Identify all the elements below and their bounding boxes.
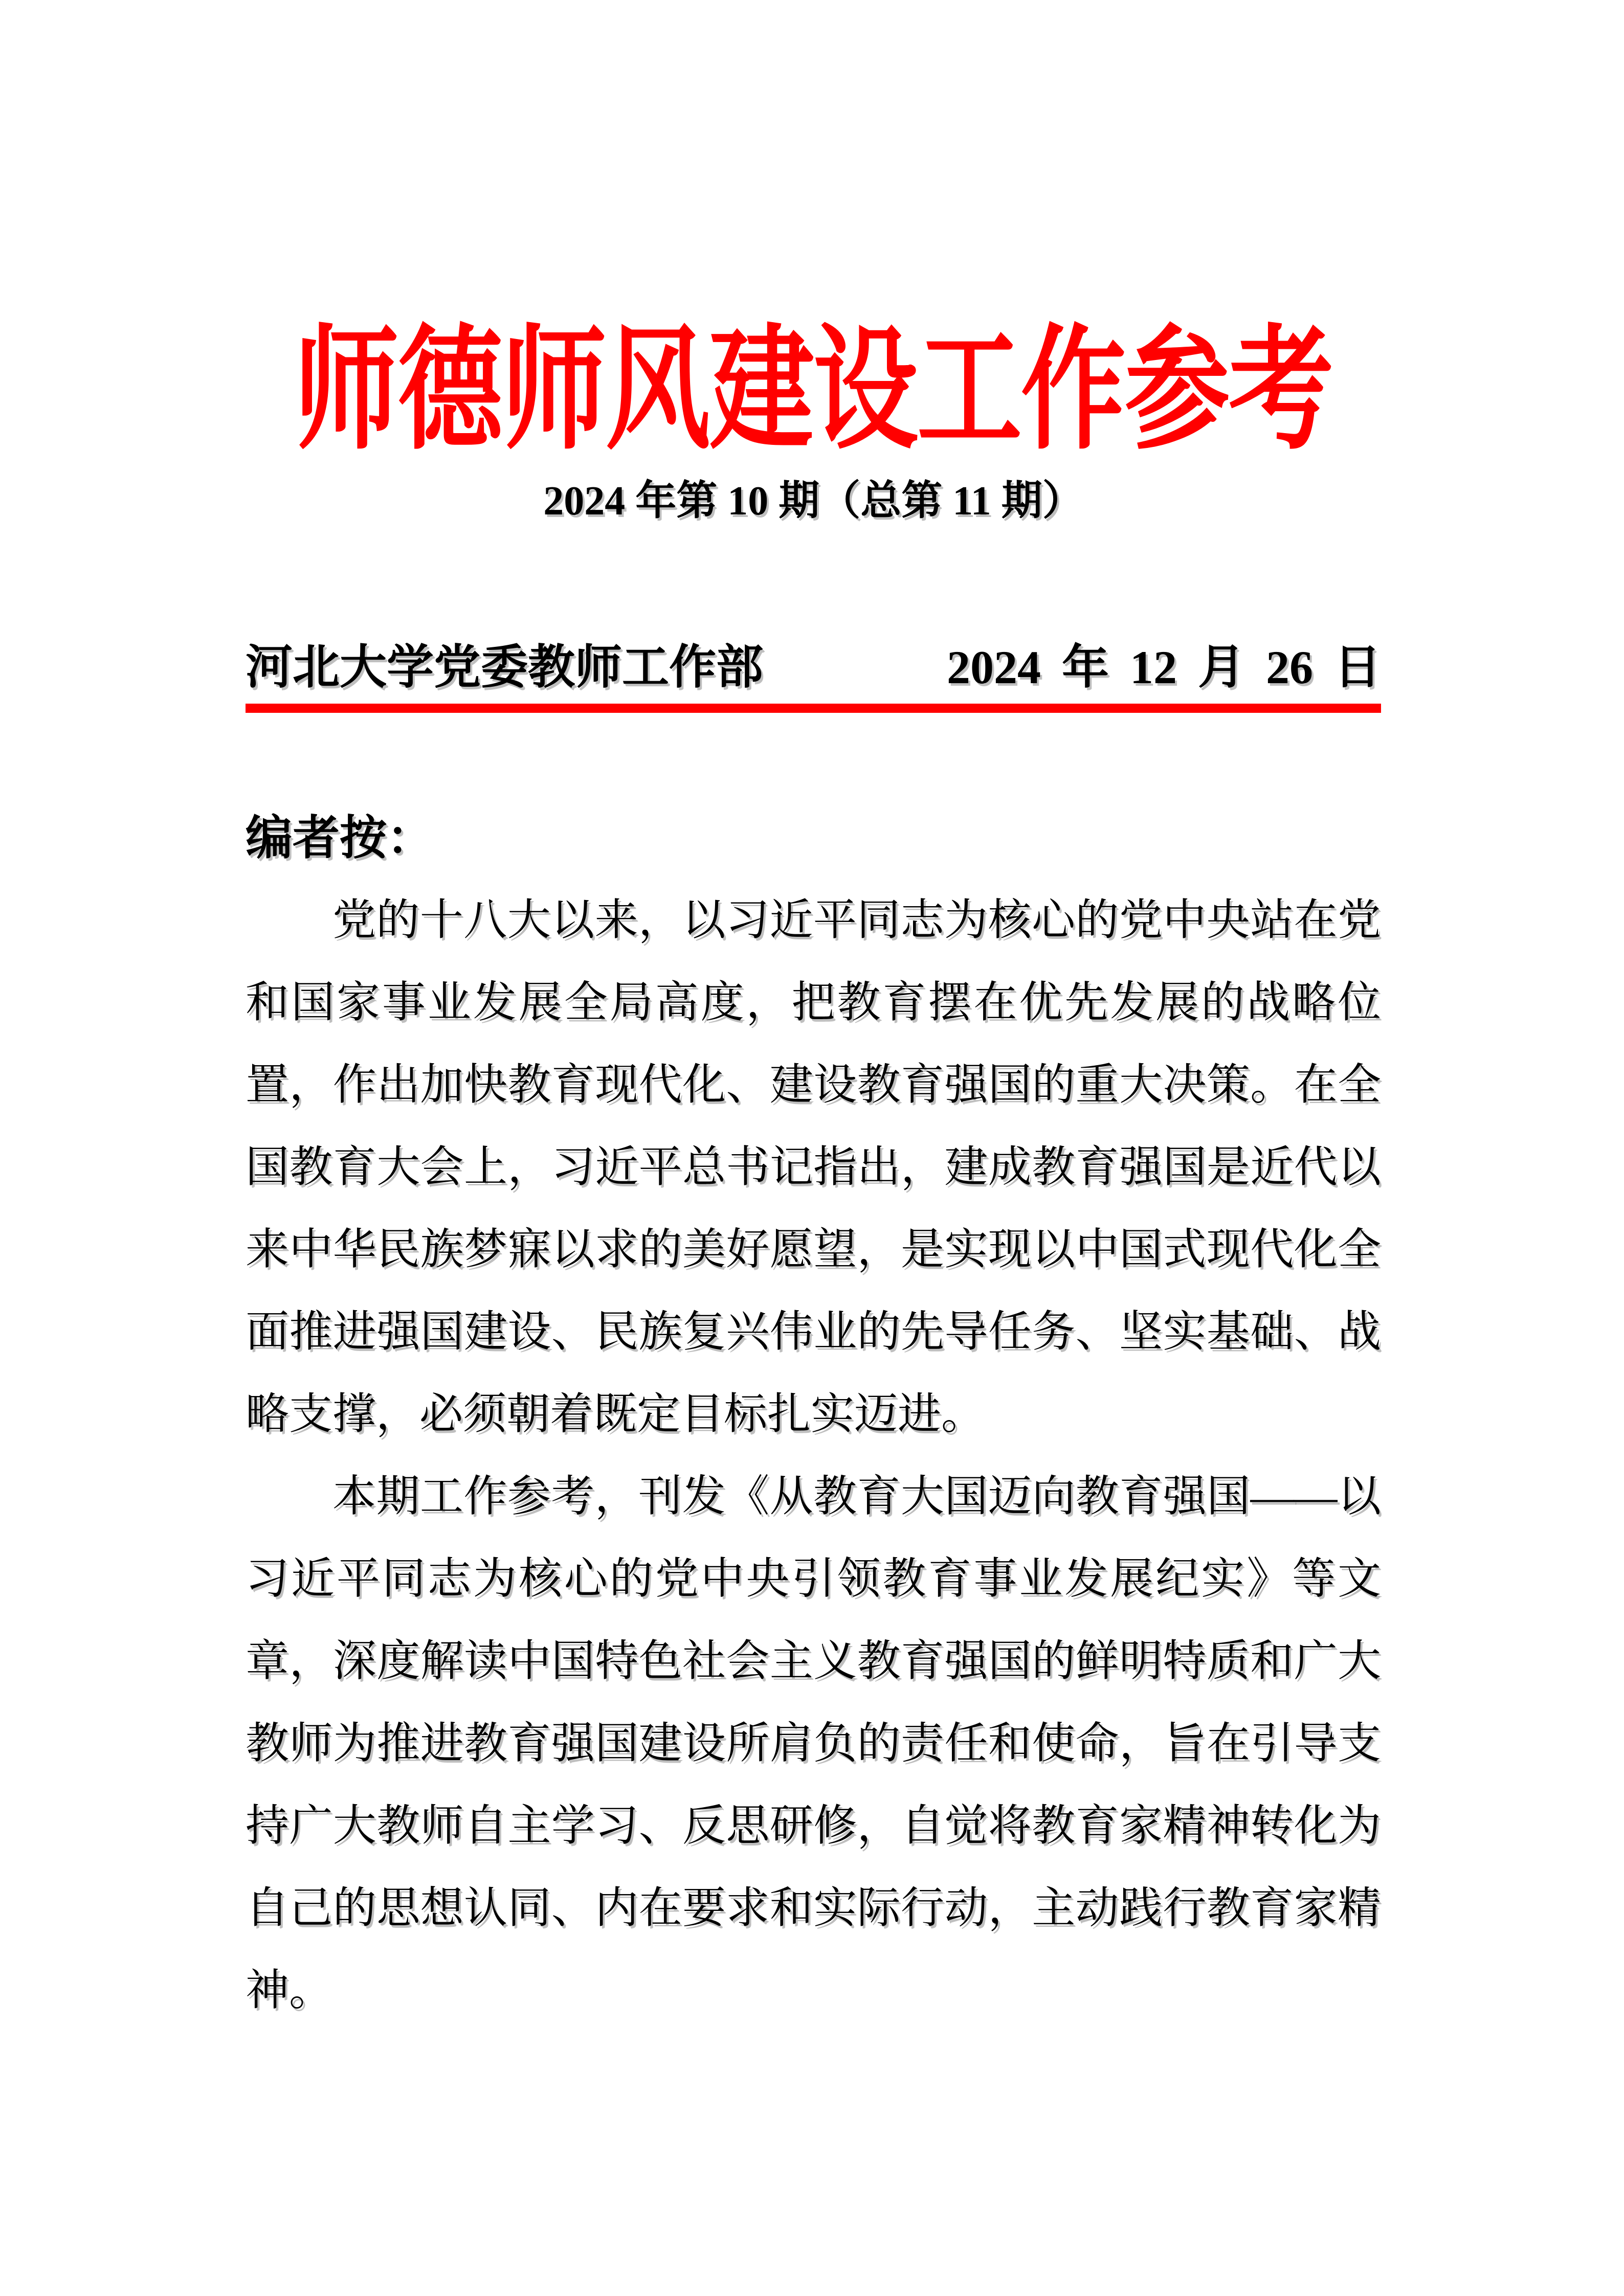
body-paragraph-2: 本期工作参考，刊发《从教育大国迈向教育强国——以习近平同志为核心的党中央引领教育事业发展纪实》等文章，深度解读中国特色社会主义教育强国的鲜明特质和广大教师为推进教育强国建设所肩负的责任和使命，旨在引导支持广大教师自主学习、反思研修，自觉将教育家精神转化为自己的思想认同、内在要求和实际行动，主动践行教育家精神。: [246, 1473, 1381, 2015]
publisher-name: 河北大学党委教师工作部: [246, 641, 764, 693]
red-divider-rule: [246, 704, 1381, 713]
masthead-row: [246, 634, 1381, 701]
issue-date: 2024 年 12 月 26 日: [946, 641, 1381, 693]
body-paragraph-1: 党的十八大以来，以习近平同志为核心的党中央站在党和国家事业发展全局高度，把教育摆在优先发展的战略位置，作出加快教育现代化、建设教育强国的重大决策。在全国教育大会上，习近平总书记指出，建成教育强国是近代以来中华民族梦寐以求的美好愿望，是实现以中国式现代化全面推进强国建设、民族复兴伟业的先导任务、坚实基础、战略支撑，必须朝着既定目标扎实迈进。: [246, 896, 1381, 1438]
document-title: 师德师风建设工作参考: [294, 317, 1332, 466]
issue-line: 2024 年第 10 期（总第 11 期）: [543, 479, 1083, 524]
editor-note-label: 编者按：: [246, 812, 434, 864]
